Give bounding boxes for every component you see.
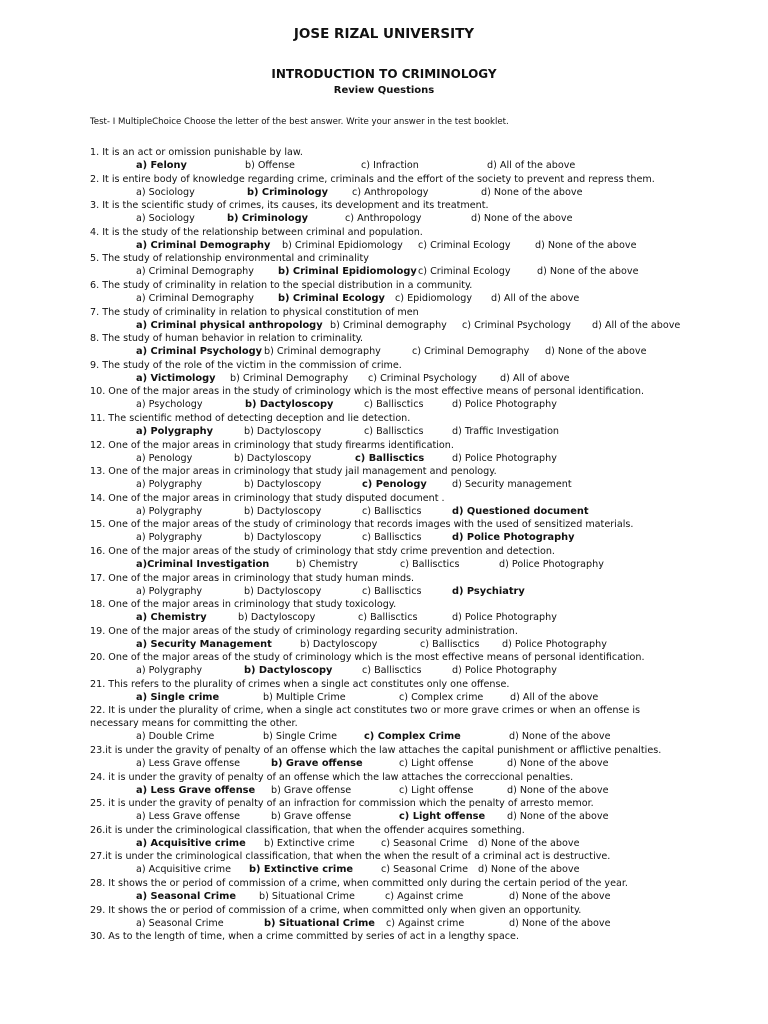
- question-item: [0, 199, 768, 226]
- question-text: 21. This refers to the plurality of crimes when a single act constitutes only one offense.: [90, 678, 510, 690]
- question-item: [0, 824, 768, 851]
- answer-option: a) Criminal Demography: [136, 292, 254, 304]
- answer-option: d) None of the above: [535, 239, 637, 251]
- answer-option: d) Police Photography: [502, 638, 607, 650]
- answer-option: c) Light offense: [399, 784, 474, 796]
- answer-option: c) Ballisctics: [364, 399, 424, 411]
- answer-option: a) Criminal Demography: [136, 266, 254, 278]
- answer-option-correct: b) Dactyloscopy: [244, 665, 333, 677]
- question-item: [0, 332, 768, 359]
- question-text: 18. One of the major areas in criminology that study toxicology.: [90, 599, 397, 611]
- question-text: 27.it is under the criminological classification, that when the when the result of a criminal act is destructive.: [90, 851, 611, 863]
- answer-option-correct: a) Single crime: [136, 691, 220, 703]
- answer-option: b) Grave offense: [271, 811, 352, 823]
- answer-option: d) None of the above: [545, 346, 647, 358]
- answer-option: d) Police Photography: [452, 665, 557, 677]
- answer-option: a) Penology: [136, 452, 193, 464]
- question-item: [0, 598, 768, 625]
- answer-option: c) Criminal Demography: [412, 346, 530, 358]
- answer-option: c) Ballisctics: [362, 665, 422, 677]
- question-text: 28. It shows the or period of commission of a crime, when committed only during the certain period of the year.: [90, 878, 628, 890]
- answer-option-correct: a) Criminal Demography: [136, 239, 271, 251]
- question-item: [0, 146, 768, 173]
- answer-option: b) Criminal Epidiomology: [282, 239, 403, 251]
- answer-option: b) Situational Crime: [259, 891, 355, 903]
- answer-option: c) Infraction: [361, 160, 419, 171]
- answer-option: a) Polygraphy: [136, 585, 203, 597]
- answer-option: d) None of the above: [471, 213, 573, 225]
- question-item: [0, 678, 768, 705]
- question-text: 14. One of the major areas in criminology that study disputed document .: [90, 492, 445, 504]
- answer-option: b) Dactyloscopy: [300, 638, 378, 650]
- answer-option: a) Less Grave offense: [136, 758, 241, 770]
- answer-option: c) Complex crime: [399, 691, 484, 703]
- answer-option: a) Double Crime: [136, 731, 215, 743]
- answer-option: c) Against crime: [386, 917, 465, 929]
- question-item: [0, 173, 768, 200]
- answer-option: c) Criminal Psychology: [368, 372, 477, 384]
- question-item: [0, 625, 768, 652]
- question-text: 4. It is the study of the relationship between criminal and population.: [90, 226, 423, 238]
- question-item: [0, 385, 768, 412]
- answer-option: a) Sociology: [136, 213, 195, 225]
- answer-option: c) Ballisctics: [362, 532, 422, 544]
- answer-option: b) Chemistry: [296, 558, 358, 570]
- answer-option-correct: b) Criminology: [227, 213, 309, 225]
- answer-option-correct: c) Ballisctics: [355, 452, 425, 464]
- answer-option: c) Ballisctics: [400, 558, 460, 570]
- answer-option: d) None of the above: [509, 731, 611, 743]
- answer-option: c) Ballisctics: [364, 425, 424, 437]
- answer-option: c) Seasonal Crime: [381, 864, 469, 876]
- answer-option: d) None of the above: [537, 266, 639, 278]
- question-text: 23.it is under the gravity of penalty of an offense which the law attaches the capital punishment or afflictive penalties.: [90, 745, 662, 757]
- question-text: 3. It is the scientific study of crimes, its causes, its development and its treatment.: [90, 200, 489, 212]
- question-item: [0, 877, 768, 904]
- answer-option: d) None of the above: [478, 837, 580, 849]
- answer-option: c) Ballisctics: [358, 612, 418, 624]
- answer-option-correct: c) Light offense: [399, 811, 486, 823]
- answer-option: d) All of the above: [510, 691, 599, 703]
- answer-option: c) Seasonal Crime: [381, 837, 469, 849]
- question-item: [0, 545, 768, 572]
- answer-option: c) Ballisctics: [420, 638, 480, 650]
- test-instructions: Test- I MultipleChoice Choose the letter of the best answer. Write your answer in the test booklet.: [90, 117, 509, 127]
- question-list: [0, 146, 768, 957]
- answer-option: d) None of the above: [507, 811, 609, 823]
- question-text: 10. One of the major areas in the study of criminology which is the most effective means of personal identification.: [90, 386, 645, 398]
- question-item: [0, 518, 768, 545]
- answer-option-correct: a) Acquisitive crime: [136, 837, 246, 849]
- course-title: INTRODUCTION TO CRIMINOLOGY: [271, 67, 497, 81]
- answer-option: c) Anthropology: [352, 186, 429, 198]
- answer-option: d) None of the above: [509, 917, 611, 929]
- answer-option-correct: a) Polygraphy: [136, 425, 213, 437]
- answer-option: d) Traffic Investigation: [452, 425, 560, 437]
- answer-option: a) Polygraphy: [136, 532, 203, 544]
- answer-option: d) All of above: [500, 372, 570, 384]
- answer-option: b) Dactyloscopy: [244, 585, 322, 597]
- answer-option: c) Criminal Ecology: [418, 239, 511, 251]
- question-item: [0, 465, 768, 492]
- question-item: [0, 744, 768, 771]
- answer-option-correct: b) Dactyloscopy: [245, 399, 334, 411]
- question-text: 30. As to the length of time, when a crime committed by series of act in a lengthy space.: [90, 931, 519, 943]
- answer-option: b) Dactyloscopy: [244, 532, 322, 544]
- answer-option: d) Security management: [452, 479, 572, 491]
- question-text: 26.it is under the criminological classification, that when the offender acquires something.: [90, 824, 525, 836]
- question-item: [0, 704, 768, 744]
- question-text: 2. It is entire body of knowledge regarding crime, criminals and the effort of the society to prevent and repress them.: [90, 173, 655, 185]
- answer-option-correct: b) Criminology: [247, 186, 329, 198]
- answer-option: d) None of the above: [478, 864, 580, 876]
- answer-option: b) Dactyloscopy: [244, 479, 322, 491]
- answer-option-correct: b) Grave offense: [271, 758, 363, 770]
- answer-option: d) All of the above: [592, 319, 681, 331]
- review-subtitle: Review Questions: [333, 85, 435, 96]
- answer-option: b) Dactyloscopy: [238, 612, 316, 624]
- answer-option: d) None of the above: [481, 186, 583, 198]
- question-text: 1. It is an act or omission punishable by law.: [90, 147, 303, 158]
- answer-option-correct: b) Criminal Epidiomology: [278, 266, 417, 278]
- answer-option: b) Grave offense: [271, 784, 352, 796]
- answer-option: b) Criminal Demography: [230, 372, 349, 384]
- answer-option: a) Less Grave offense: [136, 811, 241, 823]
- answer-option: d) None of the above: [507, 784, 609, 796]
- answer-option: b) Dactyloscopy: [244, 505, 322, 517]
- question-text: 25. it is under the gravity of penalty of an infraction for commission which the penalty of arresto memor.: [90, 798, 594, 810]
- answer-option: d) None of the above: [507, 758, 609, 770]
- question-item: [0, 797, 768, 824]
- answer-option: d) All of the above: [491, 292, 580, 304]
- answer-option-correct: a) Less Grave offense: [136, 784, 256, 796]
- answer-option-correct: b) Situational Crime: [264, 917, 375, 929]
- question-item: [0, 904, 768, 931]
- answer-option: c) Criminal Psychology: [462, 319, 571, 331]
- answer-option: b) Criminal demography: [264, 346, 381, 358]
- answer-option: d) Police Photography: [452, 612, 557, 624]
- answer-option: c) Anthropology: [345, 213, 422, 225]
- answer-option: b) Offense: [245, 160, 295, 171]
- answer-option-correct: a) Seasonal Crime: [136, 891, 236, 903]
- question-text: 20. One of the major areas of the study of criminology which is the most effective means of personal identification.: [90, 652, 645, 664]
- question-item: [0, 359, 768, 386]
- question-item: [0, 279, 768, 306]
- answer-option: d) None of the above: [509, 891, 611, 903]
- answer-option-correct: a) Security Management: [136, 638, 272, 650]
- answer-option: c) Epidiomology: [395, 292, 473, 304]
- answer-option-correct: c) Complex Crime: [364, 731, 461, 743]
- question-item: [0, 651, 768, 678]
- question-text: 11. The scientific method of detecting deception and lie detection.: [90, 412, 411, 424]
- question-text-continued: necessary means for committing the other.: [90, 718, 298, 730]
- answer-option: b) Dactyloscopy: [244, 425, 322, 437]
- question-text: 7. The study of criminality in relation to physical constitution of men: [90, 306, 419, 318]
- question-text: 13. One of the major areas in criminology that study jail management and penology.: [90, 466, 497, 478]
- answer-option-correct: a) Criminal physical anthropology: [136, 319, 323, 331]
- question-item: [0, 492, 768, 519]
- answer-option-correct: d) Psychiatry: [452, 585, 525, 597]
- answer-option: d) Police Photography: [452, 452, 557, 464]
- question-text: 29. It shows the or period of commission of a crime, when committed only when given an opportunity.: [90, 904, 582, 916]
- answer-option: a) Polygraphy: [136, 505, 203, 517]
- answer-option: d) Police Photography: [452, 399, 557, 411]
- answer-option: a) Polygraphy: [136, 479, 203, 491]
- question-text: 16. One of the major areas of the study of criminology that stdy crime prevention and detection.: [90, 545, 555, 557]
- question-text: 15. One of the major areas of the study of criminology that records images with the used of sensitized materials.: [90, 519, 634, 531]
- answer-option-correct: a) Chemistry: [136, 612, 207, 624]
- answer-option: a) Seasonal Crime: [136, 917, 224, 929]
- answer-option-correct: a) Criminal Psychology: [136, 346, 263, 358]
- answer-option: a) Sociology: [136, 186, 195, 198]
- answer-option: b) Dactyloscopy: [234, 452, 312, 464]
- question-item: [0, 930, 768, 957]
- question-text: 17. One of the major areas in criminology that study human minds.: [90, 572, 415, 584]
- answer-option: c) Criminal Ecology: [418, 266, 511, 278]
- answer-option: a) Psychology: [136, 399, 203, 411]
- question-item: [0, 439, 768, 466]
- answer-option: b) Single Crime: [263, 731, 337, 743]
- answer-option: b) Extinctive crime: [264, 837, 355, 849]
- question-item: [0, 771, 768, 798]
- answer-option-correct: d) Questioned document: [452, 505, 589, 517]
- answer-option-correct: a) Victimology: [136, 372, 216, 384]
- question-text: 5. The study of relationship environmental and criminality: [90, 253, 369, 265]
- answer-option-correct: a)Criminal Investigation: [136, 558, 270, 570]
- question-item: [0, 412, 768, 439]
- answer-option-correct: d) Police Photography: [452, 532, 575, 544]
- answer-option: d) Police Photography: [499, 558, 604, 570]
- answer-option: c) Against crime: [385, 891, 464, 903]
- question-item: [0, 226, 768, 253]
- answer-option: a) Polygraphy: [136, 665, 203, 677]
- university-title: JOSE RIZAL UNIVERSITY: [293, 26, 475, 42]
- answer-option: b) Criminal demography: [330, 319, 447, 331]
- question-text: 6. The study of criminality in relation to the special distribution in a community.: [90, 279, 473, 291]
- question-text: 19. One of the major areas of the study of criminology regarding security administration.: [90, 625, 518, 637]
- answer-option: c) Ballisctics: [362, 505, 422, 517]
- answer-option-correct: b) Extinctive crime: [249, 864, 354, 876]
- question-item: [0, 252, 768, 279]
- answer-option: b) Multiple Crime: [263, 691, 346, 703]
- answer-option: a) Acquisitive crime: [136, 864, 232, 876]
- question-text: 8. The study of human behavior in relation to criminality.: [90, 333, 364, 345]
- answer-option: c) Ballisctics: [362, 585, 422, 597]
- question-text: 22. It is under the plurality of crime, when a single act constitutes two or more grave crimes or when an offense is: [90, 705, 641, 717]
- question-item: [0, 850, 768, 877]
- answer-option: c) Light offense: [399, 758, 474, 770]
- question-text: 12. One of the major areas in criminology that study firearms identification.: [90, 439, 454, 451]
- question-text: 24. it is under the gravity of penalty of an offense which the law attaches the correccional penalties.: [90, 771, 574, 783]
- answer-option-correct: a) Felony: [136, 160, 187, 171]
- answer-option-correct: b) Criminal Ecology: [278, 292, 385, 304]
- question-text: 9. The study of the role of the victim in the commission of crime.: [90, 359, 402, 371]
- answer-option: d) All of the above: [487, 160, 576, 171]
- question-item: [0, 306, 768, 333]
- question-item: [0, 572, 768, 599]
- answer-option-correct: c) Penology: [362, 479, 427, 491]
